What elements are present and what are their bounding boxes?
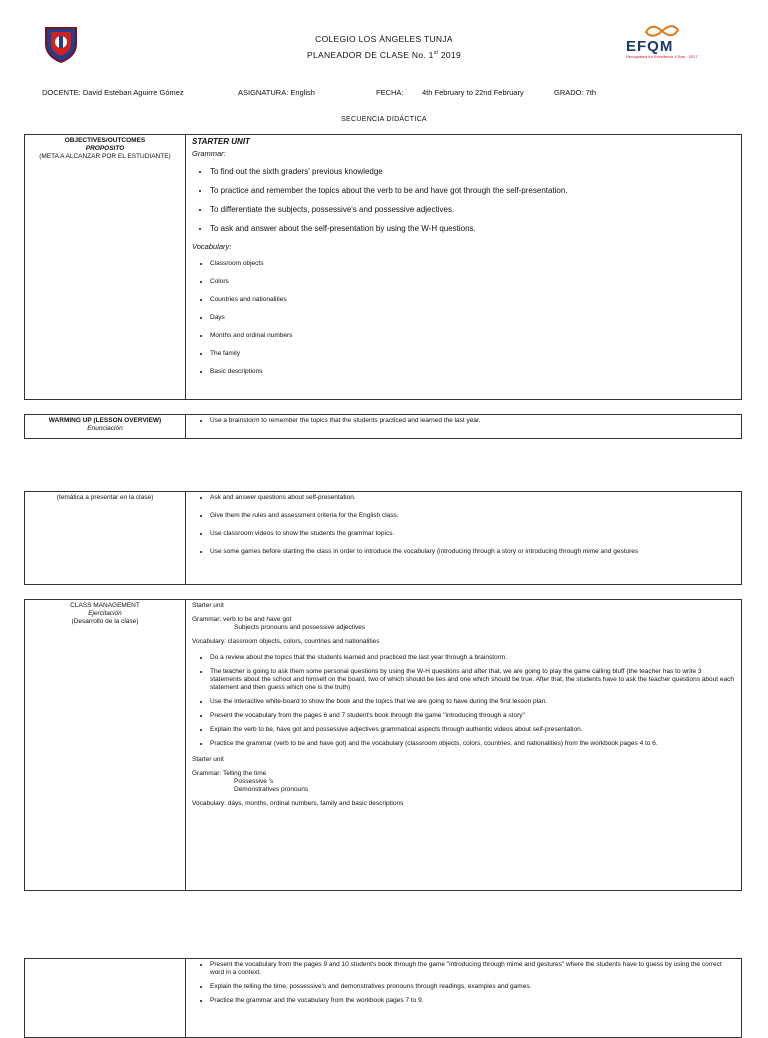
list-item: • The family [210,349,735,358]
tematica-content [186,492,742,585]
management-table [24,599,742,891]
vocabulary-list [192,259,735,376]
list-item: • Classroom objects [210,259,735,268]
list-item: • Ask and answer questions about self-presentation. [210,494,735,502]
efqm-wordmark: EFQM [626,38,674,55]
planner-title: PLANEADOR DE CLASE No. 1st 2019 [307,50,461,60]
grammar-line: Demonstratives pronouns [234,786,309,793]
grammar-line: Possessive 's [234,778,274,785]
grammar-line: Grammar: verb to be and have got [192,616,292,623]
warming-table [24,414,742,439]
list-item: • The teacher is going to ask them some personal questions by using the W-H questions and after that, we are going to play the game calling bluff (the teacher has to write 3 statements about the school and himself on the board, two of which should be lies and one which should be true. After that, the students have to ask the teacher questions about each statement and then guess which one is the truth) [210,668,735,692]
list-item: • Explain the verb to be, have got and possessive adjectives grammatical aspects through authentic videos about self-presentation. [210,726,735,734]
continuation-table [24,958,742,1038]
list-item: • To differentiate the subjects, possessive's and possessive adjectives. [210,204,735,215]
list-item: • Explain the telling the time, possessive's and demonstratives pronouns through readings, examples and games. [210,983,735,991]
list-item: • Days [210,313,735,322]
management-label: CLASS MANAGEMENT Ejercitación (Desarrollo de la clase) [25,600,186,891]
warming-label: WARMING UP (LESSON OVERVIEW) Enunciación [25,415,186,439]
objectives-label: OBJECTIVES/OUTCOMES PROPOSITO (META A ALCANZAR POR EL ESTUDIANTE) [25,135,186,400]
grammar-title: Grammar: [192,149,226,158]
fecha-value: 4th February to 22nd February [422,88,524,97]
list-item: • Use some games before starting the class in order to introduce the vocabulary (introducing through a story or introducing through mime and gestures [210,548,735,556]
efqm-logo [622,22,700,66]
vocabulary-title: Vocabulary: [192,242,232,251]
asignatura: ASIGNATURA: English [238,88,315,97]
list-item: • Basic descriptions [210,367,735,376]
vocabulary-line: Vocabulary: days, months, ordinal numbers, family and basic descriptions [192,800,404,807]
docente: DOCENTE: David Esteban Aguirre Gómez [42,88,184,97]
list-item: • Do a review about the topics that the students learned and practiced the last year through a brainstorm. [210,654,735,662]
list-item: • Practice the grammar and the vocabulary from the workbook pages 7 to 9. [210,997,735,1005]
unit-title: Starter unit [192,756,224,763]
continuation-label [25,959,186,1038]
list-item: • Give them the rules and assessment criteria for the English class. [210,512,735,520]
list-item: • Present the vocabulary from the pages 9 and 10 student's book through the game "introducing through mime and gestures" where the students have to guess by using the correct word in a context. [210,961,735,977]
tematica-table [24,491,742,585]
grado: GRADO: 7th [554,88,597,97]
objectives-table [24,134,742,400]
list-item: • To find out the sixth graders' previous knowledge [210,166,735,177]
grammar-list [192,166,735,234]
list-item: • Countries and nationalities [210,295,735,304]
tematica-label: (temática a presentar en la clase) [25,492,186,585]
list-item: • Use classroom videos to show the students the grammar topics. [210,530,735,538]
continuation-content [186,959,742,1038]
list-item: • Use a brainstorm to remember the topics that the students practiced and learned the last year. [210,417,735,425]
grammar-line: Subjects pronouns and possessive adjectives [234,624,366,631]
unit-title: STARTER UNIT [192,137,250,146]
efqm-subtitle: Recognised for Excellence 4 Star - 2017 [626,54,698,59]
warming-content [186,415,742,439]
list-item: • Colors [210,277,735,286]
list-item: • To practice and remember the topics about the verb to be and have got through the self-presentation. [210,185,735,196]
list-item: • Months and ordinal numbers [210,331,735,340]
list-item: • Present the vocabulary from the pages 6 and 7 student's book through the game "introducing through a story" [210,712,735,720]
list-item: • Use the interactive white-board to show the book and the topics that we are going to have during the first lesson plan. [210,698,735,706]
unit-title: Starter unit [192,602,224,609]
objectives-content [186,135,742,400]
fecha-label: FECHA: [376,88,404,97]
school-name: COLEGIO LOS ÁNGELES TUNJA [315,34,453,44]
grammar-line: Grammar: Telling the time [192,770,267,777]
list-item: • To ask and answer about the self-presentation by using the W-H questions. [210,223,735,234]
section-heading: SECUENCIA DIDÁCTICA [341,116,427,123]
list-item: • Practice the grammar (verb to be and have got) and the vocabulary (classroom objects, colors, countries, and nationalities) from the workbook pages 4 to 6. [210,740,735,748]
management-content [186,600,742,891]
vocabulary-line: Vocabulary: classroom objects, colors, countries and nationalities [192,638,380,645]
